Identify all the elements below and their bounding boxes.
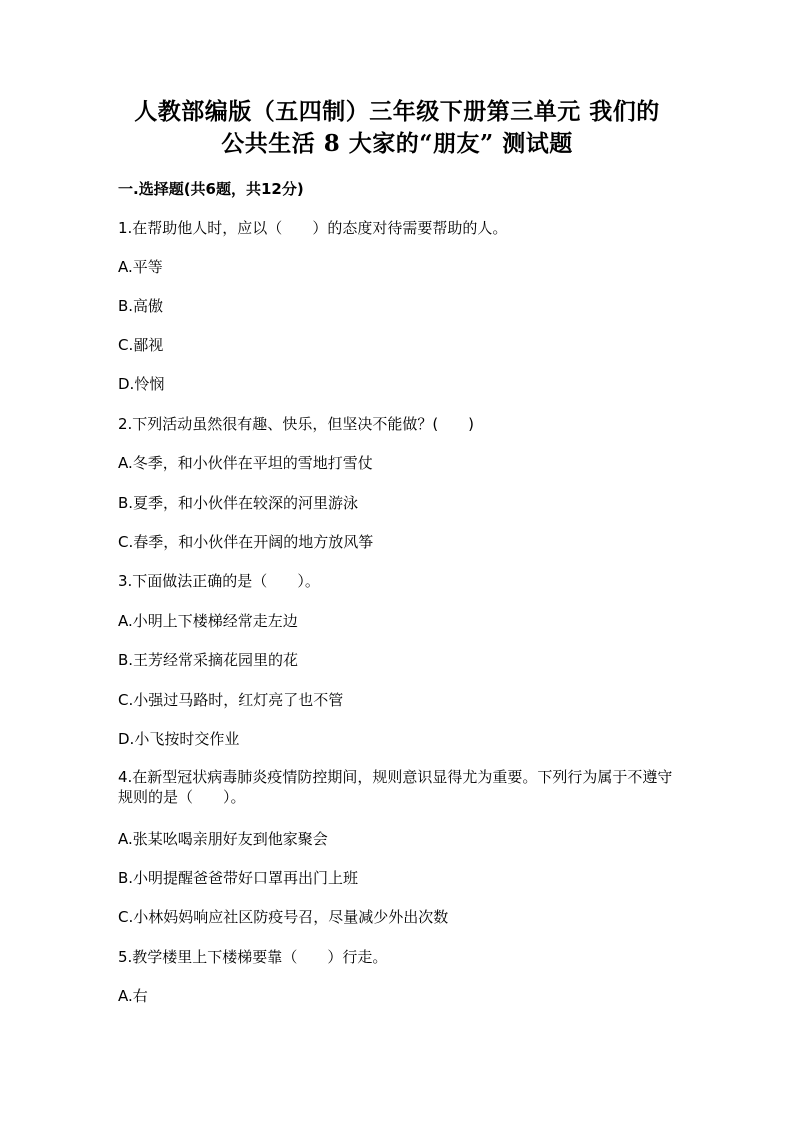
question-1-option-b: B.高傲	[118, 297, 164, 315]
question-3-option-d: D.小飞按时交作业	[118, 730, 240, 748]
page-title-line-2: 公共生活 8 大家的“朋友” 测试题	[221, 130, 573, 157]
question-1-option-d: D.怜悯	[118, 375, 165, 393]
question-3-option-a: A.小明上下楼梯经常走左边	[118, 612, 298, 630]
question-3-option-c: C.小强过马路时，红灯亮了也不管	[118, 691, 344, 709]
question-1-stem: 1.在帮助他人时，应以（ ）的态度对待需要帮助的人。	[118, 219, 508, 237]
question-2-option-b: B.夏季，和小伙伴在较深的河里游泳	[118, 494, 359, 512]
section-heading: 一.选择题(共6题，共12分)	[118, 180, 304, 198]
question-4-option-a: A.张某吆喝亲朋好友到他家聚会	[118, 830, 328, 848]
page-title-line-1: 人教部编版（五四制）三年级下册第三单元 我们的	[134, 98, 660, 125]
question-2-stem: 2.下列活动虽然很有趣、快乐，但坚决不能做？( )	[118, 415, 475, 433]
question-3-option-b: B.王芳经常采摘花园里的花	[118, 651, 299, 669]
question-2-option-c: C.春季，和小伙伴在开阔的地方放风筝	[118, 533, 374, 551]
question-5-stem: 5.教学楼里上下楼梯要靠（ ）行走。	[118, 948, 388, 966]
question-4-stem: 4.在新型冠状病毒肺炎疫情防控期间，规则意识显得尤为重要。下列行为属于不遵守规则的是（ ）。	[118, 768, 673, 806]
question-4-option-c: C.小林妈妈响应社区防疫号召，尽量减少外出次数	[118, 908, 449, 926]
question-1-option-c: C.鄙视	[118, 336, 164, 354]
question-1-option-a: A.平等	[118, 258, 163, 276]
question-4-option-b: B.小明提醒爸爸带好口罩再出门上班	[118, 869, 359, 887]
question-3-stem: 3.下面做法正确的是（ ）。	[118, 572, 320, 590]
question-5-option-a: A.右	[118, 987, 148, 1005]
question-2-option-a: A.冬季，和小伙伴在平坦的雪地打雪仗	[118, 454, 373, 472]
